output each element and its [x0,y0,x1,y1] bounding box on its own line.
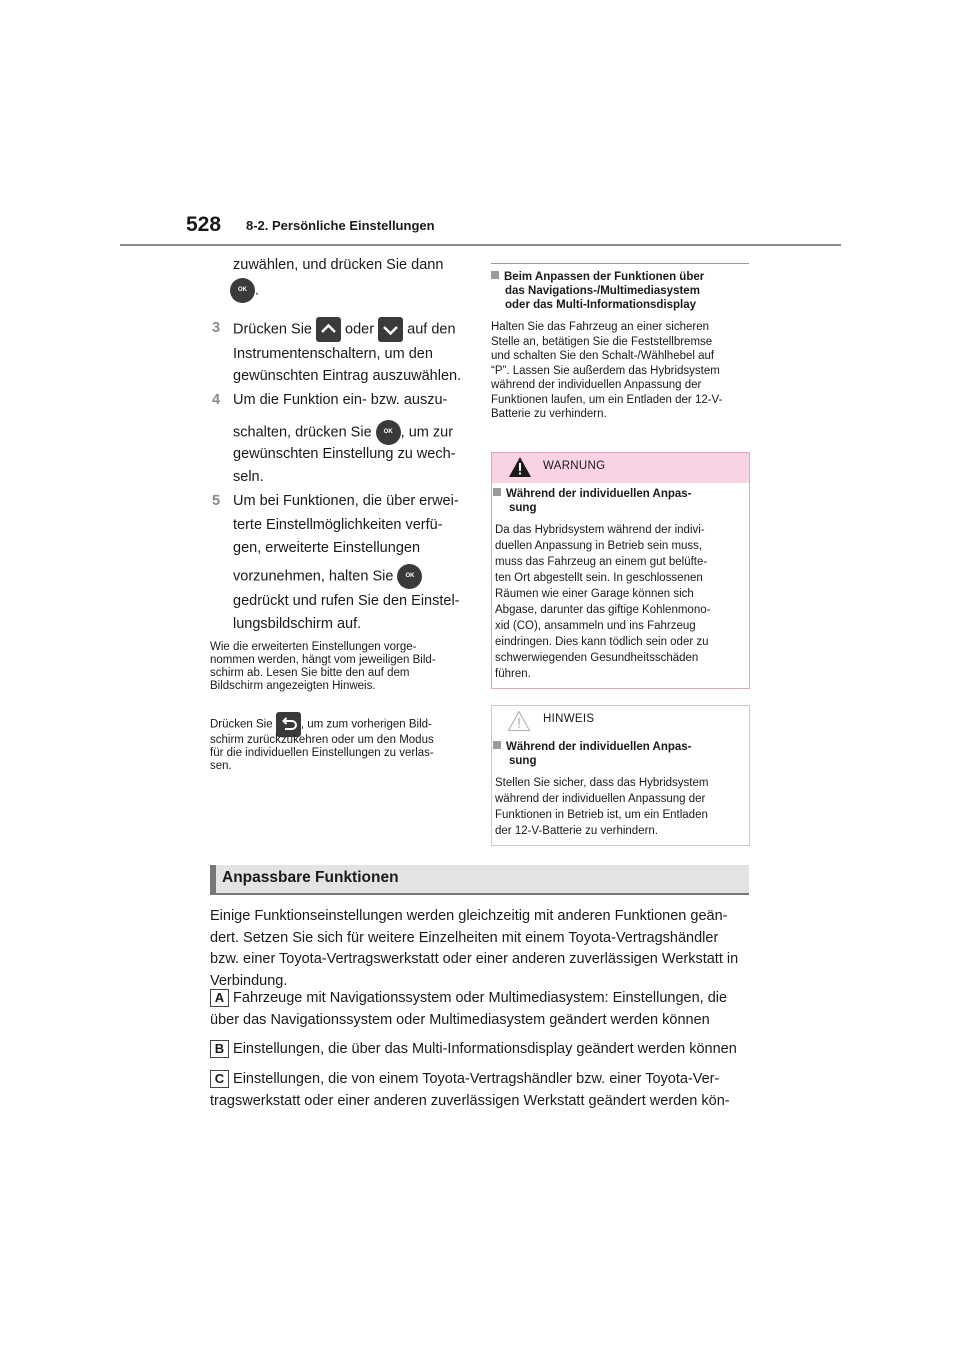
warning-body-line: Da das Hybridsystem während der indivi- [495,524,705,536]
item-b-line1 [210,1039,737,1061]
nav-body-line: und schalten Sie den Schalt-/Wählhebel auf [491,350,715,362]
note-1-line: schirm ab. Lesen Sie bitte den auf dem [210,667,410,679]
step-5-text: vorzunehmen, halten Sie [233,568,394,585]
intro-line: bzw. einer Toyota-Vertragswerkstatt oder einer anderen zuverlässigen Werkstatt in [210,951,739,967]
warning-heading-line: sung [509,502,537,514]
note-1-line: nommen werden, hängt vom jeweiligen Bild- [210,654,436,666]
step-5-line1: Um bei Funktionen, die über erwei- [233,493,459,509]
nav-heading-line: das Navigations-/Multimediasystem [505,285,700,297]
item-a-line2: über das Navigationssystem oder Multimediasystem geändert werden können [210,1012,710,1028]
step-4-number: 4 [212,392,221,408]
right-column-divider [491,263,749,264]
note-2-rest [210,734,434,773]
section-heading-rule [210,893,749,895]
step-5-line4 [233,564,422,589]
step-3-text-a: Drücken Sie [233,321,312,338]
section-heading-accent [210,865,216,893]
note-2-line: für die individuellen Einstellungen zu verlas- [210,747,434,759]
nav-body-line: Batterie zu verhindern. [491,408,607,420]
step-3-line1 [233,317,456,342]
hinweis-body-line: Funktionen in Betrieb ist, um ein Entladen [495,809,708,821]
step-3-line2: Instrumentenschaltern, um den [233,346,433,362]
item-b-text: Einstellungen, die über das Multi-Informationsdisplay geändert werden können [233,1041,737,1057]
warning-label: WARNUNG [543,460,606,472]
warning-body-line: schwerwiegenden Gesundheitsschäden [495,652,699,664]
intro-ok-line [230,278,259,303]
note-2-text-b: , um zum vorherigen Bild- [300,718,432,731]
hinweis-heading-line: sung [509,755,537,767]
nav-heading [491,270,704,312]
item-a-text: Fahrzeuge mit Navigationssystem oder Multimediasystem: Einstellungen, die [233,990,728,1006]
hinweis-heading [493,740,692,768]
ok-button-icon: OK [376,420,401,445]
warning-triangle-icon [508,456,532,478]
intro-line: dert. Setzen Sie sich für weitere Einzelheiten mit einem Toyota-Vertragshändler [210,929,719,946]
intro-end: . [255,282,260,299]
warning-body-line: xid (CO), ansammeln und ins Fahrzeug [495,620,696,632]
label-a-badge: A [210,989,229,1007]
nav-body-line: “P”. Lassen Sie außerdem das Hybridsystem [491,364,720,377]
warning-heading-line [493,487,692,501]
section-intro [210,906,738,992]
section-heading: Anpassbare Funktionen [222,869,399,886]
note-1 [210,641,436,693]
item-c-line2: tragswerkstatt oder einer anderen zuverlässigen Werkstatt geändert werden kön- [210,1093,730,1109]
warning-body [495,522,710,682]
nav-body-line: Halten Sie das Fahrzeug an einer sicheren [491,321,709,333]
step-4-line3: gewünschten Einstellung zu wech- [233,446,456,462]
nav-body-line: Funktionen laufen, um ein Entladen der 12-V- [491,393,723,406]
step-3-text-c: auf den [407,321,456,338]
warning-body-line: eindringen. Dies kann tödlich sein oder zu [495,636,709,648]
square-bullet-icon [493,488,501,496]
hinweis-heading-line [493,740,692,754]
warning-body-line: ten Ort abgestellt sein. In geschlossenen [495,572,703,584]
nav-body-line: Stelle an, betätigen Sie die Feststellbremse [491,335,713,348]
warning-body-line: duellen Anpassung in Betrieb sein muss, [495,540,703,552]
note-2-line: sen. [210,760,232,772]
note-1-line: Bildschirm angezeigten Hinweis. [210,680,376,692]
intro-line: Einige Funktionseinstellungen werden gleichzeitig mit anderen Funktionen geän- [210,908,728,924]
hinweis-body-line: Stellen Sie sicher, dass das Hybridsystem [495,777,709,789]
item-c-text: Einstellungen, die von einem Toyota-Vertragshändler bzw. einer Toyota-Ver- [233,1071,720,1087]
nav-heading-text: Beim Anpassen der Funktionen über [504,271,705,283]
nav-heading-line [491,270,704,284]
section-title: 8-2. Persönliche Einstellungen [246,218,435,233]
label-b-badge: B [210,1040,229,1058]
item-a-line1 [210,988,727,1010]
note-2-text-a: Drücken Sie [210,718,273,731]
step-5-number: 5 [212,493,221,509]
square-bullet-icon [491,271,499,279]
nav-body-line: während der individuellen Anpassung der [491,379,702,391]
square-bullet-icon [493,741,501,749]
step-4-text-b: , um zur [400,424,454,441]
hinweis-body-line: der 12-V-Batterie zu verhindern. [495,825,659,837]
hinweis-body [495,775,708,839]
warning-body-line: führen. [495,668,531,680]
arrow-down-icon [378,317,403,342]
caution-triangle-icon [507,710,531,732]
intro-line: zuwählen, und drücken Sie dann [233,257,444,273]
step-5-line3: gen, erweiterte Einstellungen [233,540,421,556]
page-number: 528 [186,213,222,236]
warning-body-line: Abgase, darunter das giftige Kohlenmono- [495,604,711,616]
warning-body-line: muss das Fahrzeug an einem gut belüfte- [495,556,708,568]
ok-button-icon: OK [397,564,422,589]
step-4-line4: seln. [233,469,264,485]
step-4-line2 [233,420,453,445]
step-3-line3: gewünschten Eintrag auszuwählen. [233,368,462,384]
note-2-line: schirm zurückzukehren oder um den Modus [210,734,434,746]
step-5-line5: gedrückt und rufen Sie den Einstel- [233,593,460,609]
arrow-up-icon [316,317,341,342]
warning-body-line: Räumen wie einer Garage können sich [495,588,694,600]
warning-heading [493,487,692,515]
item-c-line1 [210,1069,719,1091]
label-c-badge: C [210,1070,229,1088]
header-divider [120,244,841,246]
note-1-line: Wie die erweiterten Einstellungen vorge- [210,641,417,653]
step-5-line6: lungsbildschirm auf. [233,616,362,632]
intro-line: Verbindung. [210,972,288,989]
nav-body [491,320,722,422]
step-4-line1: Um die Funktion ein- bzw. auszu- [233,392,448,408]
step-3-text-b: oder [345,321,375,338]
nav-heading-line: oder das Multi-Informationsdisplay [505,299,697,311]
step-3-number: 3 [212,320,221,336]
hinweis-label: HINWEIS [543,713,595,725]
ok-button-icon: OK [230,278,255,303]
step-5-line2: terte Einstellmöglichkeiten verfü- [233,517,443,533]
hinweis-heading-text: Während der individuellen Anpas- [506,741,692,753]
hinweis-body-line: während der individuellen Anpassung der [495,793,706,805]
warning-heading-text: Während der individuellen Anpas- [506,488,692,500]
step-4-text-a: schalten, drücken Sie [233,424,372,441]
